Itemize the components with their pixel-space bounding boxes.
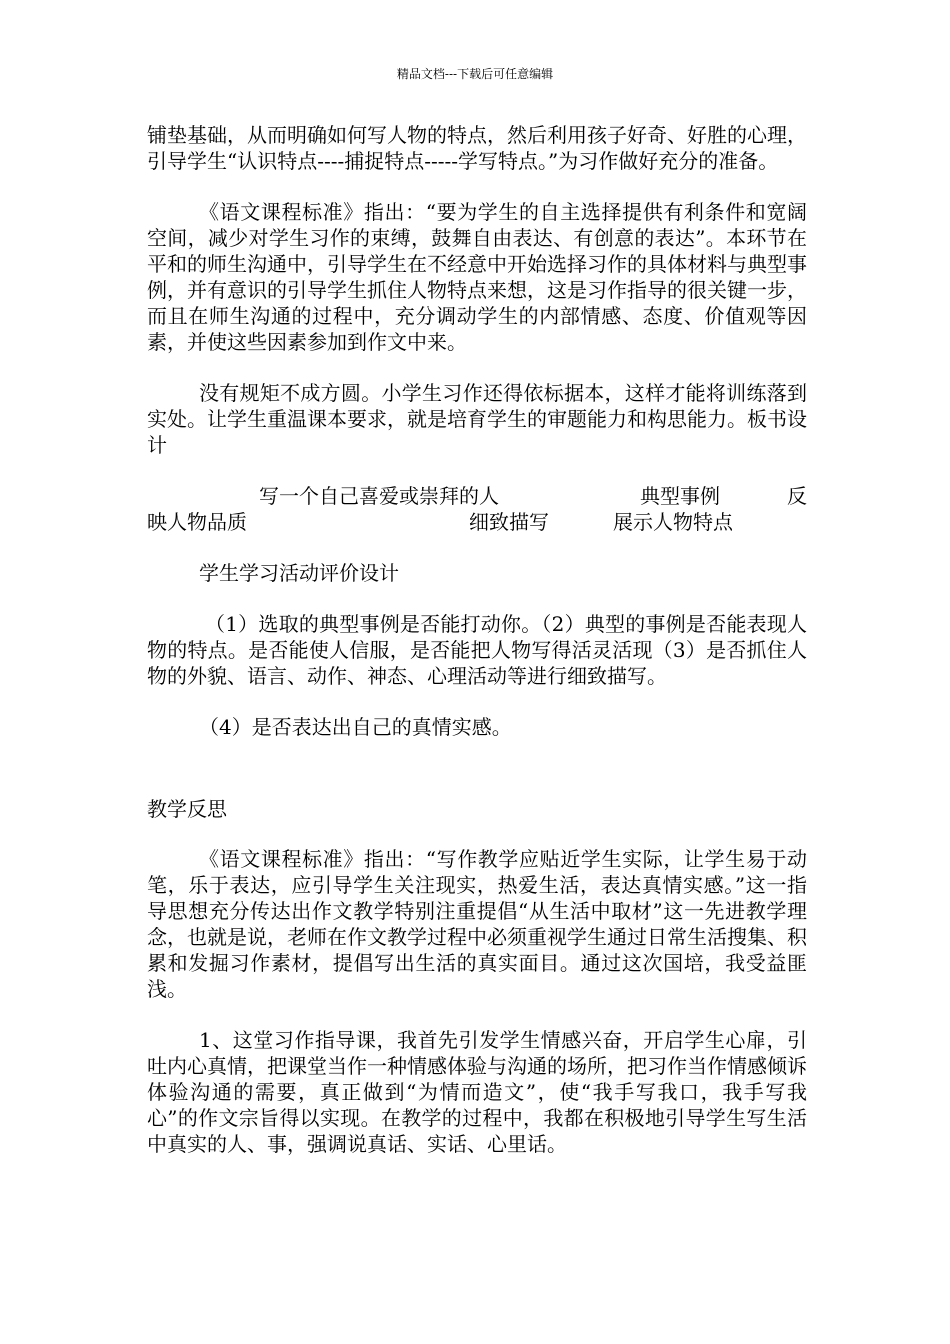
document-body [147, 122, 807, 1182]
page-header: 精品文档---下载后可任意编辑 [396, 67, 554, 81]
evaluation-criteria-1-3: （1）选取的典型事例是否能打动你。（2）典型的事例是否能表现人物的特点。是否能使人信服，是否能把人物写得活灵活现（3）是否抓住人物的外貌、语言、动作、神态、心理活动等进行细致描写。 [147, 612, 807, 688]
evaluation-criteria-4: （4）是否表达出自己的真情实感。 [199, 715, 512, 739]
board-item-show-traits: 展示人物特点 [613, 510, 733, 534]
paragraph-curriculum-standard: 《语文课程标准》指出：“要为学生的自主选择提供有利条件和宽阔空间，减少对学生习作的束缚，鼓舞自由表达、有创意的表达”。本环节在平和的师生沟通中，引导学生在不经意中开始选择习作的具体材料与典型事例，并有意识的引导学生抓住人物特点来想，这是习作指导的很关键一步，而且在师生沟通的过程中，充分调动学生的内部情感、态度、价值观等因素，并使这些因素参加到作文中来。 [147, 200, 807, 354]
board-item-reflect-quality: 映人物品质 [147, 510, 247, 534]
board-design [147, 483, 807, 535]
paragraph-reflection-2: 1、这堂习作指导课，我首先引发学生情感兴奋，开启学生心扉，引吐内心真情，把课堂当作一种情感体验与沟通的场所，把习作当作情感倾诉体验沟通的需要，真正做到“为情而造文”，使“我手写我口，我手写我心”的作文宗旨得以实现。在教学的过程中，我都在积极地引导学生写生活中真实的人、事，强调说真话、实话、心里话。 [147, 1028, 807, 1156]
paragraph-rules: 没有规矩不成方圆。小学生习作还得依标据本，这样才能将训练落到实处。让学生重温课本要求，就是培育学生的审题能力和构思能力。板书设计 [147, 381, 807, 457]
paragraph-intro: 铺垫基础，从而明确如何写人物的特点，然后利用孩子好奇、好胜的心理，引导学生“认识特点----捕捉特点-----学写特点。”为习作做好充分的准备。 [147, 123, 807, 173]
paragraph-reflection-1: 《语文课程标准》指出：“写作教学应贴近学生实际，让学生易于动笔，乐于表达，应引导学生关注现实，热爱生活，表达真情实感。”这一指导思想充分传达出作文教学特别注重提倡“从生活中取材”这一先进教学理念，也就是说，老师在作文教学过程中必须重视学生通过日常生活搜集、积累和发掘习作素材，提倡写出生活的真实面目。通过这次国培，我受益匪浅。 [147, 847, 807, 1001]
board-item-reflect-start: 反 [787, 484, 807, 508]
board-item-detailed-description: 细致描写 [469, 510, 549, 534]
evaluation-title: 学生学习活动评价设计 [199, 561, 399, 585]
board-item-write-person: 写一个自己喜爱或崇拜的人 [259, 484, 499, 508]
board-item-typical-example: 典型事例 [640, 484, 720, 508]
section-heading-reflection: 教学反思 [147, 797, 227, 821]
